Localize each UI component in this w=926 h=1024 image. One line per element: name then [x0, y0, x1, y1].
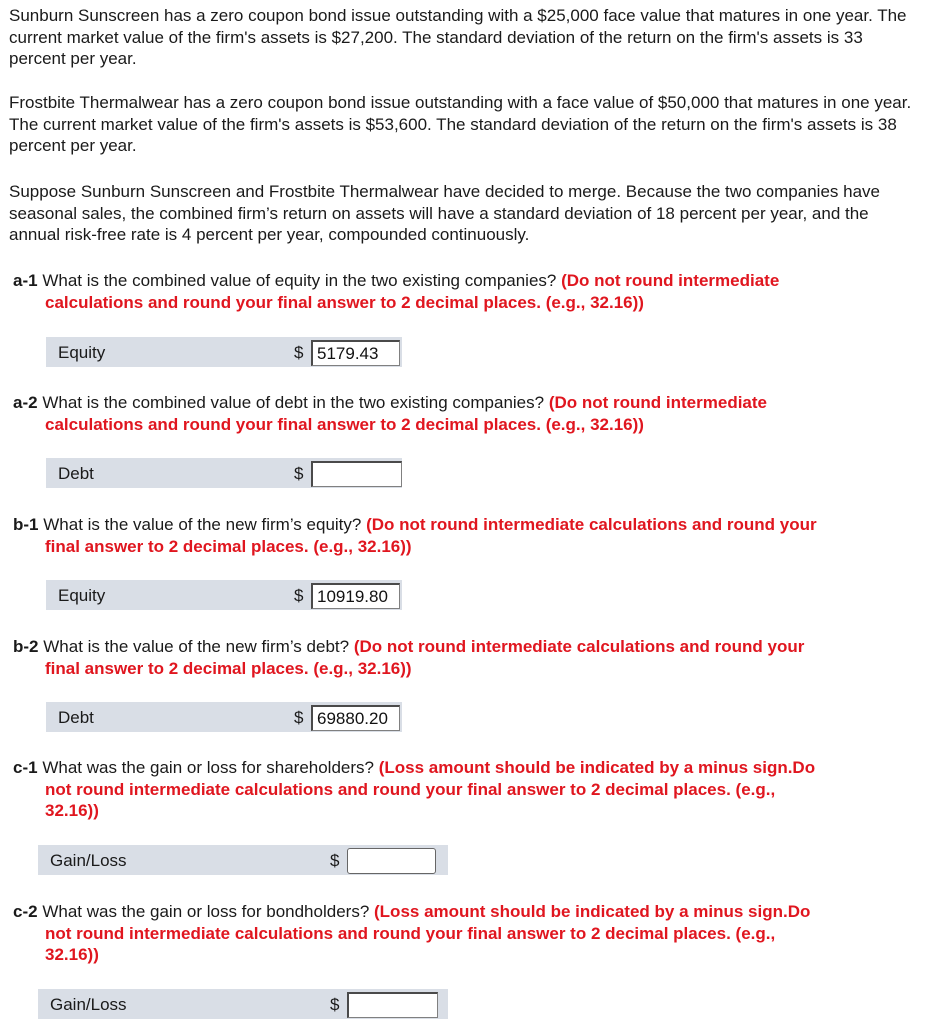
question-text: What is the value of the new firm’s equity? — [43, 515, 362, 534]
question-text: What was the gain or loss for bondholders? — [42, 902, 370, 921]
row-label: Debt — [58, 464, 94, 483]
answer-row-c2 — [38, 989, 448, 1019]
equity-input-b1[interactable]: 10919.80 — [311, 583, 400, 609]
row-label: Equity — [58, 586, 106, 605]
instruction-text-cont-2: 32.16)) — [45, 801, 99, 820]
question-label: b-1 — [13, 515, 39, 534]
currency-symbol: $ — [294, 464, 304, 483]
question-label: a-2 — [13, 393, 38, 412]
instruction-text-cont: calculations and round your final answer to 2 decimal places. (e.g., 32.16)) — [45, 292, 644, 312]
question-c2 — [13, 901, 918, 966]
instruction-text-cont: calculations and round your final answer to 2 decimal places. (e.g., 32.16)) — [45, 414, 644, 434]
question-label: c-1 — [13, 758, 38, 777]
currency-symbol: $ — [294, 343, 304, 362]
currency-symbol: $ — [294, 586, 304, 605]
answer-row-a1 — [46, 337, 402, 367]
question-text: What is the combined value of debt in the two existing companies? — [42, 393, 545, 412]
instruction-text: (Do not round intermediate — [548, 393, 768, 412]
instruction-text: (Do not round intermediate calculations and round your — [366, 515, 817, 534]
gain-loss-input-c2[interactable] — [347, 992, 438, 1018]
question-text: What is the value of the new firm’s debt? — [43, 637, 350, 656]
gain-loss-input-c1[interactable] — [347, 848, 436, 874]
currency-symbol: $ — [330, 995, 340, 1014]
instruction-text: (Do not round intermediate — [561, 271, 780, 290]
question-text: What is the combined value of equity in the two existing companies? — [42, 271, 557, 290]
currency-symbol: $ — [330, 851, 340, 870]
instruction-text-cont: final answer to 2 decimal places. (e.g., 32.16)) — [45, 536, 412, 556]
row-label: Gain/Loss — [50, 995, 127, 1014]
question-c1 — [13, 757, 918, 822]
question-a1 — [13, 270, 918, 313]
answer-row-b2 — [46, 702, 402, 732]
row-label: Equity — [58, 343, 106, 362]
instruction-text-cont-2: 32.16)) — [45, 945, 99, 964]
debt-input-b2[interactable]: 69880.20 — [311, 705, 400, 731]
instruction-text: (Do not round intermediate calculations and round your — [353, 637, 805, 656]
instruction-text-cont: not round intermediate calculations and round your final answer to 2 decimal places. (e.g., — [45, 923, 776, 943]
intro-paragraph-3: Suppose Sunburn Sunscreen and Frostbite Thermalwear have decided to merge. Because the two companies have seasonal sales, the combined firm’s return on assets will have a standard deviation of 18 percent per year, and the annual risk-free rate is 4 percent per year, compounded continuously. — [9, 182, 880, 244]
answer-row-b1 — [46, 580, 402, 610]
question-text: What was the gain or loss for shareholders? — [42, 758, 374, 777]
question-b1 — [13, 514, 918, 557]
instruction-text-cont: final answer to 2 decimal places. (e.g., 32.16)) — [45, 658, 412, 678]
instruction-text: (Loss amount should be indicated by a minus sign.Do — [378, 758, 816, 777]
question-label: c-2 — [13, 902, 38, 921]
row-label: Debt — [58, 708, 94, 727]
equity-input-a1[interactable]: 5179.43 — [311, 340, 400, 366]
instruction-text: (Loss amount should be indicated by a minus sign.Do — [374, 902, 811, 921]
row-label: Gain/Loss — [50, 851, 127, 870]
instruction-text-cont: not round intermediate calculations and round your final answer to 2 decimal places. (e.g., — [45, 779, 776, 799]
answer-row-a2 — [46, 458, 402, 488]
intro-paragraph-2: Frostbite Thermalwear has a zero coupon bond issue outstanding with a face value of $50,000 that matures in one year. The current market value of the firm's assets is $53,600. The standard deviation of the return on the firm's assets is 38 percent per year. — [9, 93, 912, 155]
question-a2 — [13, 392, 918, 435]
intro-paragraph-1: Sunburn Sunscreen has a zero coupon bond issue outstanding with a $25,000 face value that matures in one year. The current market value of the firm's assets is $27,200. The standard deviation of the return on the firm's assets is 33 percent per year. — [9, 6, 907, 68]
currency-symbol: $ — [294, 708, 304, 727]
answer-row-c1 — [38, 845, 448, 875]
question-label: a-1 — [13, 271, 38, 290]
question-b2 — [13, 636, 918, 679]
debt-input-a2[interactable] — [311, 461, 402, 487]
question-label: b-2 — [13, 637, 39, 656]
